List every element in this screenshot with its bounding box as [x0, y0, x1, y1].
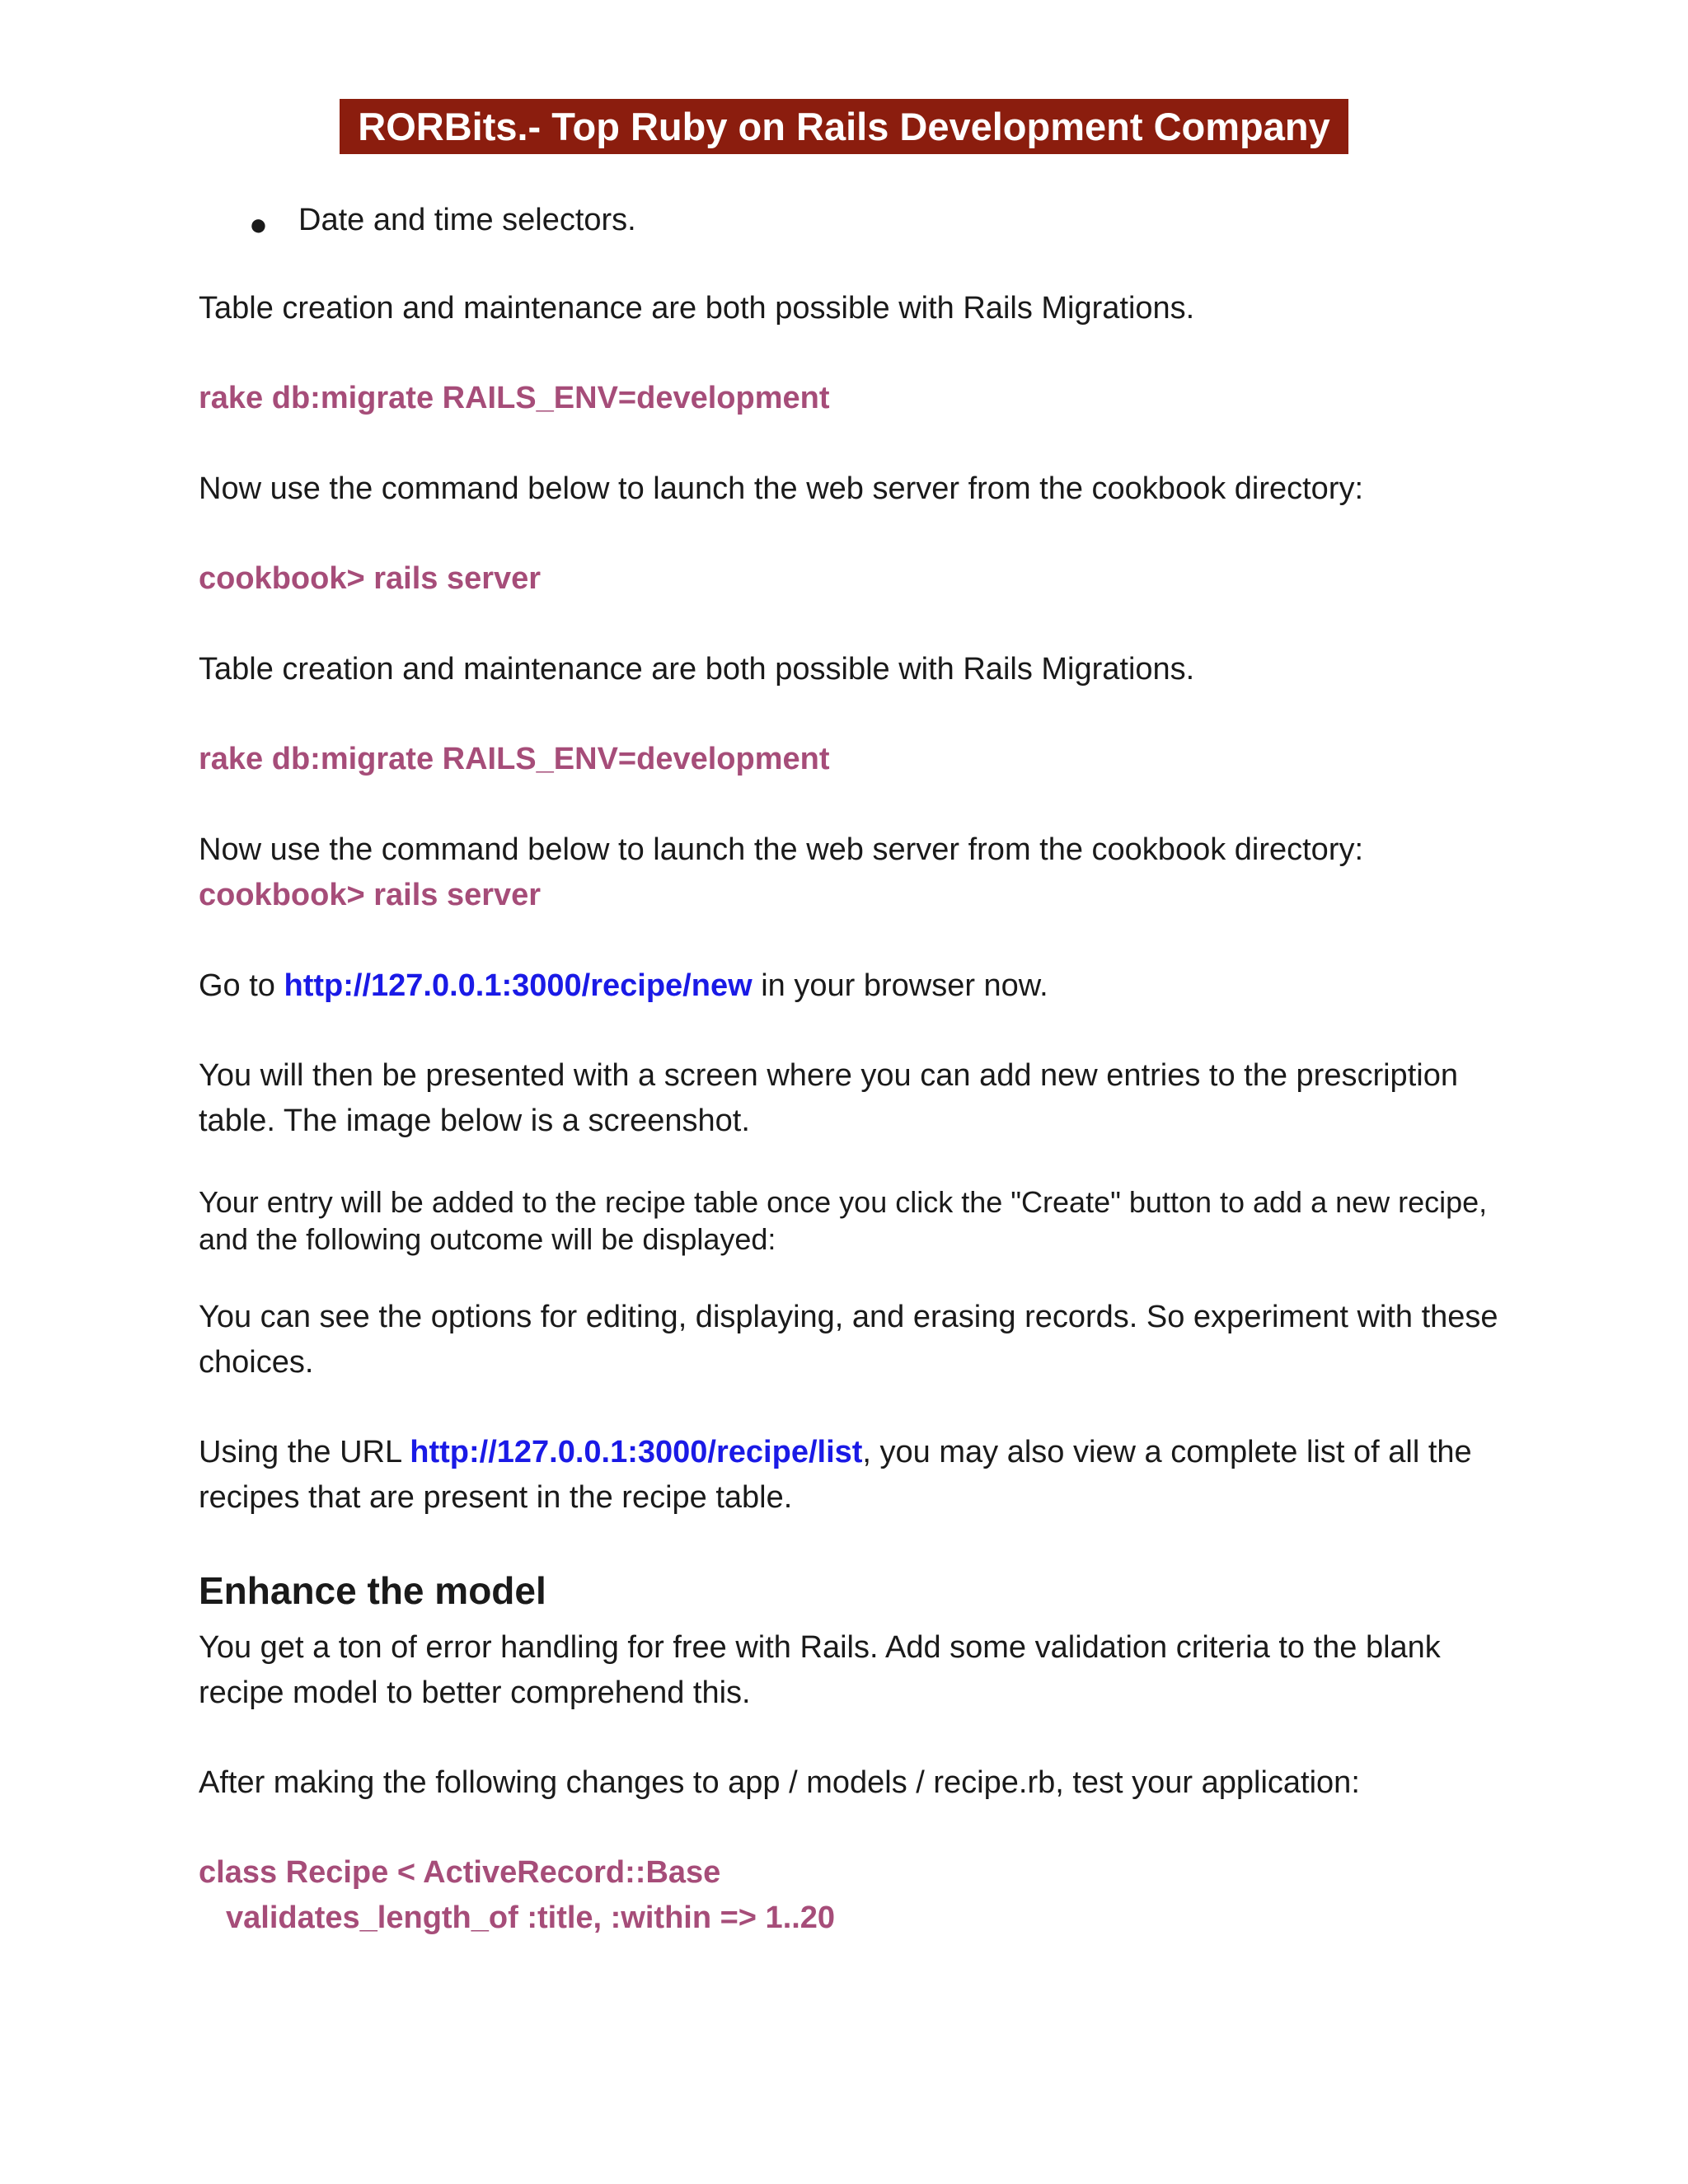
goto-suffix: in your browser now. — [752, 968, 1048, 1003]
code-line-validates: validates_length_of :title, :within => 1..20 — [226, 1900, 836, 1935]
code-rake-migrate: rake db:migrate RAILS_ENV=development — [199, 381, 830, 415]
section-heading: Enhance the model — [199, 1569, 546, 1612]
paragraph-goto-url — [199, 963, 1517, 1009]
code-rails-server: cookbook> rails server — [199, 561, 542, 596]
page-header-banner: RORBits.- Top Ruby on Rails Development Company — [340, 99, 1348, 154]
paragraph-options: You can see the options for editing, displaying, and erasing records. So experiment with these choices. — [199, 1300, 1498, 1380]
recipe-list-link[interactable]: http://127.0.0.1:3000/recipe/list — [410, 1435, 863, 1469]
bullet-item-text: Date and time selectors. — [298, 203, 636, 237]
paragraph-new-entries: You will then be presented with a screen where you can add new entries to the prescription table. The image below is a screenshot. — [199, 1058, 1458, 1138]
code-block-recipe-model — [199, 1850, 835, 1941]
paragraph-create-button: Your entry will be added to the recipe table once you click the "Create" button to add a new recipe, and the following outcome will be displayed: — [199, 1185, 1488, 1256]
goto-prefix: Go to — [199, 968, 284, 1003]
list-suffix: , you may also view a complete list of all the recipes that are present in the recipe table. — [199, 1435, 1472, 1515]
list-prefix: Using the URL — [199, 1435, 410, 1469]
paragraph-launch-server-repeat: Now use the command below to launch the web server from the cookbook directory: — [199, 832, 1364, 867]
code-line-class: class Recipe < ActiveRecord::Base — [199, 1855, 721, 1890]
paragraph-recipe-rb: After making the following changes to app / models / recipe.rb, test your application: — [199, 1765, 1360, 1800]
code-rake-migrate-repeat: rake db:migrate RAILS_ENV=development — [199, 742, 830, 776]
paragraph-migrations-repeat: Table creation and maintenance are both possible with Rails Migrations. — [199, 652, 1195, 687]
recipe-new-link[interactable]: http://127.0.0.1:3000/recipe/new — [284, 968, 753, 1003]
code-rails-server-repeat: cookbook> rails server — [199, 878, 542, 912]
paragraph-launch-server: Now use the command below to launch the web server from the cookbook directory: — [199, 471, 1364, 506]
bullet-dot-icon: ● — [249, 208, 268, 242]
paragraph-migrations: Table creation and maintenance are both possible with Rails Migrations. — [199, 291, 1195, 326]
paragraph-recipe-list — [199, 1430, 1476, 1521]
paragraph-error-handling: You get a ton of error handling for free with Rails. Add some validation criteria to the blank recipe model to better comprehend this. — [199, 1630, 1441, 1710]
